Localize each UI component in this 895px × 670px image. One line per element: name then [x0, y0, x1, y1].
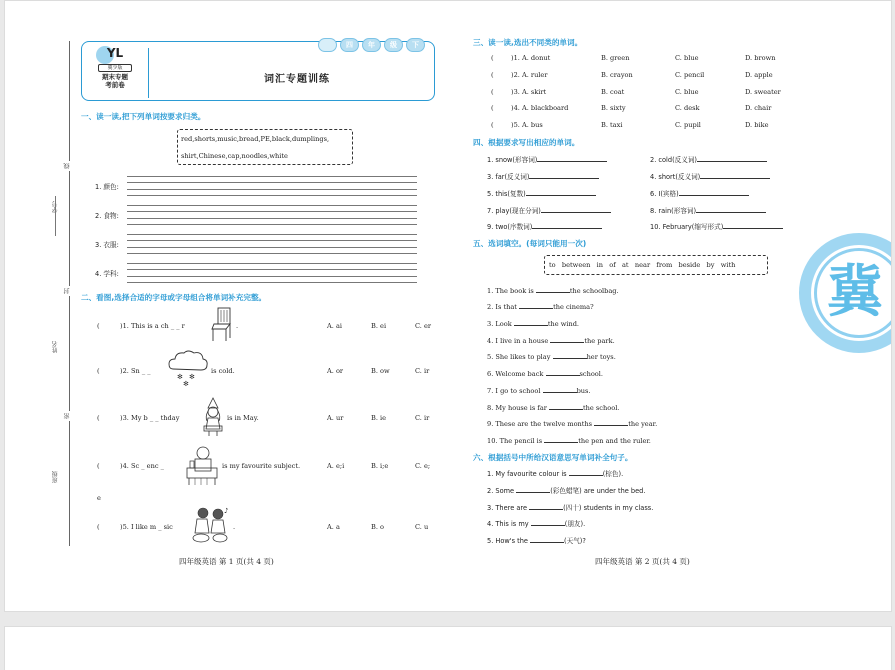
question-text: )2. A. ruler — [511, 71, 548, 79]
question-text: )1. This is a ch _ _ r — [120, 322, 185, 330]
question-text: )3. A. skirt — [511, 88, 547, 96]
page-title: 词汇专题训练 — [264, 74, 330, 85]
question-after: is cold. — [211, 367, 235, 375]
translate-sentence: 5. How's the (天气)? — [487, 537, 586, 545]
word-task: 10. February(缩写形式) — [650, 221, 783, 231]
gutter-feng: 封 — [64, 288, 71, 294]
logo-tag: 冀少版 — [98, 64, 132, 72]
grade-pill: 四 — [340, 38, 359, 52]
fill-sentence: 7. I go to school bus. — [487, 387, 591, 395]
gutter-mi: 密 — [64, 413, 71, 419]
question-text: )5. A. bus — [511, 121, 543, 129]
sec1-title: 一、读一读,把下列单词按要求归类。 — [81, 112, 206, 121]
grade-pill: 级 — [384, 38, 403, 52]
question-text: )3. My b _ _ thday — [120, 414, 180, 422]
word-list-line2: shirt,Chinese,cap,noodles,white — [181, 152, 288, 160]
grade-pill: 下 — [406, 38, 425, 52]
logo-text: YL — [106, 46, 124, 60]
answer-paren: ( — [491, 104, 494, 112]
category-label: 4. 学科: — [95, 270, 119, 278]
option-c: C. pencil — [675, 71, 705, 79]
exam-page — [4, 0, 892, 612]
option-b: B. coat — [601, 88, 625, 96]
question-text: )2. Sn _ _ — [120, 367, 151, 375]
logo — [86, 46, 144, 98]
translate-sentence: 3. There are (四十) students in my class. — [487, 504, 654, 512]
option-b: B. ow — [371, 367, 390, 375]
grade-pills — [318, 38, 425, 52]
answer-paren: ( — [97, 367, 100, 375]
svg-text:✻: ✻ — [189, 373, 195, 381]
footer-right: 四年级英语 第 2 页(共 4 页) — [595, 557, 690, 566]
fill-sentence: 2. Is that the cinema? — [487, 303, 594, 311]
option-c: C. blue — [675, 54, 699, 62]
word-task: 7. play(现在分词) — [487, 205, 611, 215]
option-a: A. e;i — [327, 462, 345, 470]
option-b: B. crayon — [601, 71, 633, 79]
svg-text:♪: ♪ — [224, 507, 229, 515]
option-a: A. or — [327, 367, 344, 375]
option-d: D. brown — [745, 54, 776, 62]
option-d: D. sweater — [745, 88, 781, 96]
fill-sentence: 3. Look the wind. — [487, 320, 580, 328]
option-c: C. pupil — [675, 121, 701, 129]
category-label: 1. 颜色: — [95, 183, 119, 191]
question-text: )4. A. blackboard — [511, 104, 569, 112]
gutter-xian: 线 — [64, 163, 71, 169]
fill-sentence: 8. My house is far the school. — [487, 404, 620, 412]
header-box — [81, 41, 435, 101]
science-lab-picture — [185, 444, 219, 486]
option-a: A. a — [327, 523, 340, 531]
word-task: 8. rain(形容词) — [650, 205, 766, 215]
option-c: C. er — [415, 322, 432, 330]
option-b: B. o — [371, 523, 385, 531]
sec4-title: 四、根据要求写出相应的单词。 — [473, 138, 580, 147]
footer-left: 四年级英语 第 1 页(共 4 页) — [179, 557, 274, 566]
option-wrap: e — [97, 494, 101, 502]
question-text: )5. I like m _ sic — [120, 523, 173, 531]
gutter-banji: 班级 — [52, 471, 59, 483]
answer-paren: ( — [97, 462, 100, 470]
word-task: 3. far(反义词) — [487, 171, 599, 181]
translate-sentence: 4. This is my (朋友). — [487, 520, 586, 528]
word-task: 1. snow(形容词) — [487, 154, 607, 164]
translate-sentence: 2. Some (彩色蜡笔) are under the bed. — [487, 487, 646, 495]
option-c: C. u — [415, 523, 429, 531]
birthday-girl-picture — [201, 397, 225, 437]
question-after: . — [236, 322, 239, 330]
word-list-line1: red,shorts,music,bread,PE,black,dumplings, — [181, 135, 330, 143]
category-label: 2. 食物: — [95, 212, 119, 220]
sec2-title: 二、看图,选择合适的字母或字母组合将单词补充完整。 — [81, 293, 267, 302]
grade-pill — [318, 38, 337, 52]
svg-text:✻: ✻ — [183, 380, 189, 387]
answer-paren: ( — [491, 121, 494, 129]
question-text: )1. A. donut — [511, 54, 551, 62]
option-b: B. taxi — [601, 121, 623, 129]
answer-paren: ( — [491, 71, 494, 79]
sec3-title: 三、读一读,选出不同类的单词。 — [473, 38, 583, 47]
fill-sentence: 10. The pencil is the pen and the ruler. — [487, 437, 651, 445]
fill-sentence: 6. Welcome back school. — [487, 370, 603, 378]
option-d: D. bike — [745, 121, 769, 129]
option-d: D. chair — [745, 104, 772, 112]
fill-sentence: 9. These are the twelve months the year. — [487, 420, 658, 428]
option-b: B. ei — [371, 322, 387, 330]
logo-sub: 期末专题 考前卷 — [102, 73, 128, 89]
option-d: D. apple — [745, 71, 773, 79]
option-b: B. ie — [371, 414, 387, 422]
option-c: C. desk — [675, 104, 700, 112]
option-b: B. green — [601, 54, 630, 62]
chair-picture — [211, 306, 235, 342]
word-task: 5. this(复数) — [487, 188, 596, 198]
option-a: A. ai — [327, 322, 342, 330]
sec6-title: 六、根据括号中所给汉语意思写单词补全句子。 — [473, 453, 633, 462]
music-band-picture — [191, 505, 231, 545]
translate-sentence: 1. My favourite colour is (棕色). — [487, 470, 624, 478]
question-after: is in May. — [227, 414, 259, 422]
option-b: B. i;e — [371, 462, 389, 470]
option-b: B. sixty — [601, 104, 626, 112]
answer-paren: ( — [97, 523, 100, 531]
answer-paren: ( — [491, 88, 494, 96]
answer-paren: ( — [97, 414, 100, 422]
grade-pill: 年 — [362, 38, 381, 52]
option-c: C. ir — [415, 414, 430, 422]
category-label: 3. 衣服: — [95, 241, 119, 249]
svg-text:✻: ✻ — [177, 373, 183, 381]
word-task: 6. I(宾格) — [650, 188, 749, 198]
question-text: )4. Sc _ enc _ — [120, 462, 164, 470]
sec5-title: 五、选词填空。(每词只能用一次) — [473, 239, 587, 248]
logo-divider — [148, 48, 149, 98]
option-c: C. blue — [675, 88, 699, 96]
province-stamp: 冀 — [827, 260, 883, 325]
fill-sentence: 5. She likes to play her toys. — [487, 353, 616, 361]
answer-paren: ( — [97, 322, 100, 330]
word-task: 9. two(序数词) — [487, 221, 602, 231]
snow-cloud-picture — [167, 349, 209, 387]
fill-sentence: 1. The book is the schoolbag. — [487, 287, 619, 295]
question-after: is my favourite subject. — [222, 462, 301, 470]
word-choices: to between in of at near from beside by with — [549, 261, 736, 269]
option-c: C. e; — [415, 462, 431, 470]
fill-sentence: 4. I live in a house the park. — [487, 337, 615, 345]
gutter-xuehao: 学号 — [52, 201, 59, 213]
next-page — [4, 626, 892, 670]
word-task: 2. cold(反义词) — [650, 154, 767, 164]
answer-paren: ( — [491, 54, 494, 62]
option-c: C. ir — [415, 367, 430, 375]
gutter-xingming: 姓名 — [52, 341, 59, 353]
option-a: A. ur — [327, 414, 344, 422]
word-task: 4. short(反义词) — [650, 171, 770, 181]
question-after: . — [233, 523, 236, 531]
